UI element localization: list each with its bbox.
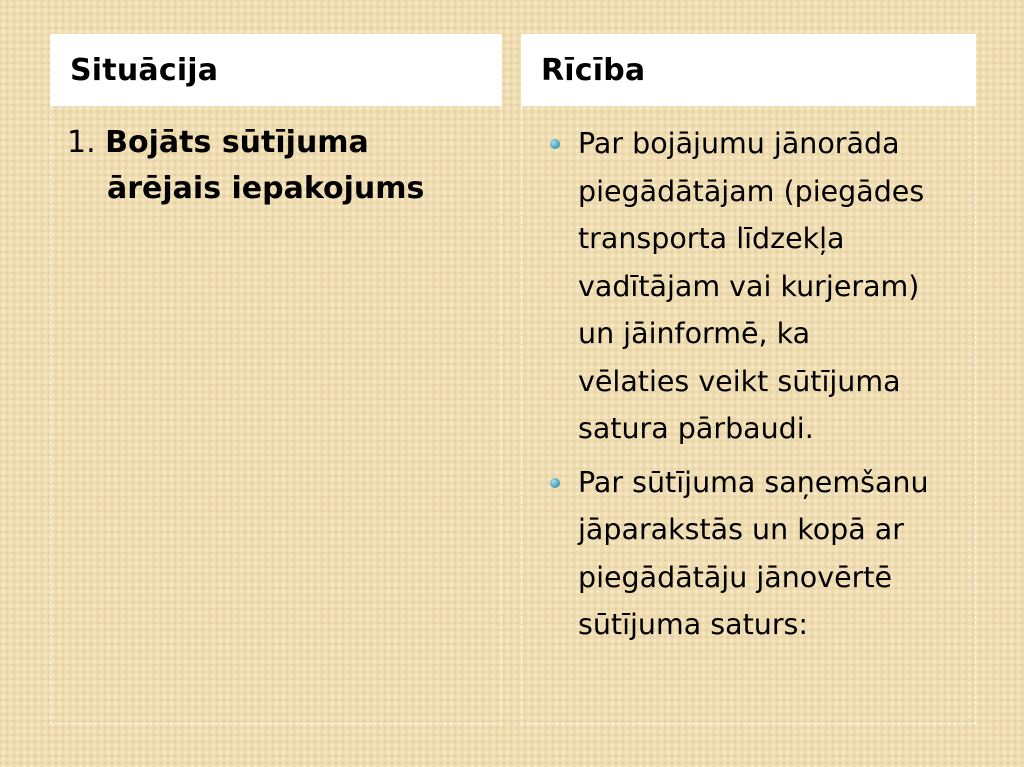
action-header: Rīcība — [521, 34, 976, 106]
action-body — [521, 106, 976, 724]
action-line: un jāinformē, ka — [578, 317, 811, 350]
action-line: Par sūtījuma saņemšanu — [578, 465, 929, 499]
situation-header: Situācija — [50, 34, 502, 106]
action-line: sūtījuma saturs: — [578, 608, 808, 641]
situation-text-line2: ārējais iepakojums — [107, 171, 425, 206]
action-list — [538, 120, 965, 655]
action-line: satura pārbaudi. — [578, 412, 814, 445]
situation-body — [50, 106, 502, 724]
action-line: piegādātāju jānovērtē — [578, 560, 893, 594]
action-line: jāparakstās un kopā ar — [578, 513, 904, 546]
situation-text-line1: Bojāts sūtījuma — [105, 125, 369, 160]
action-line: piegādātājam (piegādes — [578, 174, 925, 208]
action-line: transporta līdzekļa — [578, 222, 845, 255]
action-column — [521, 34, 976, 724]
bullet-icon — [550, 139, 560, 149]
action-line: Par bojājumu jānorāda — [578, 127, 900, 160]
action-line: vadītājam vai kurjeram) — [578, 269, 920, 303]
action-item-2 — [538, 459, 965, 649]
bullet-icon — [550, 478, 560, 488]
action-item-1 — [538, 120, 965, 453]
situation-number: 1. — [67, 125, 96, 160]
action-line: vēlaties veikt sūtījuma — [578, 364, 901, 398]
situation-item — [67, 120, 481, 212]
situation-column — [50, 34, 502, 724]
